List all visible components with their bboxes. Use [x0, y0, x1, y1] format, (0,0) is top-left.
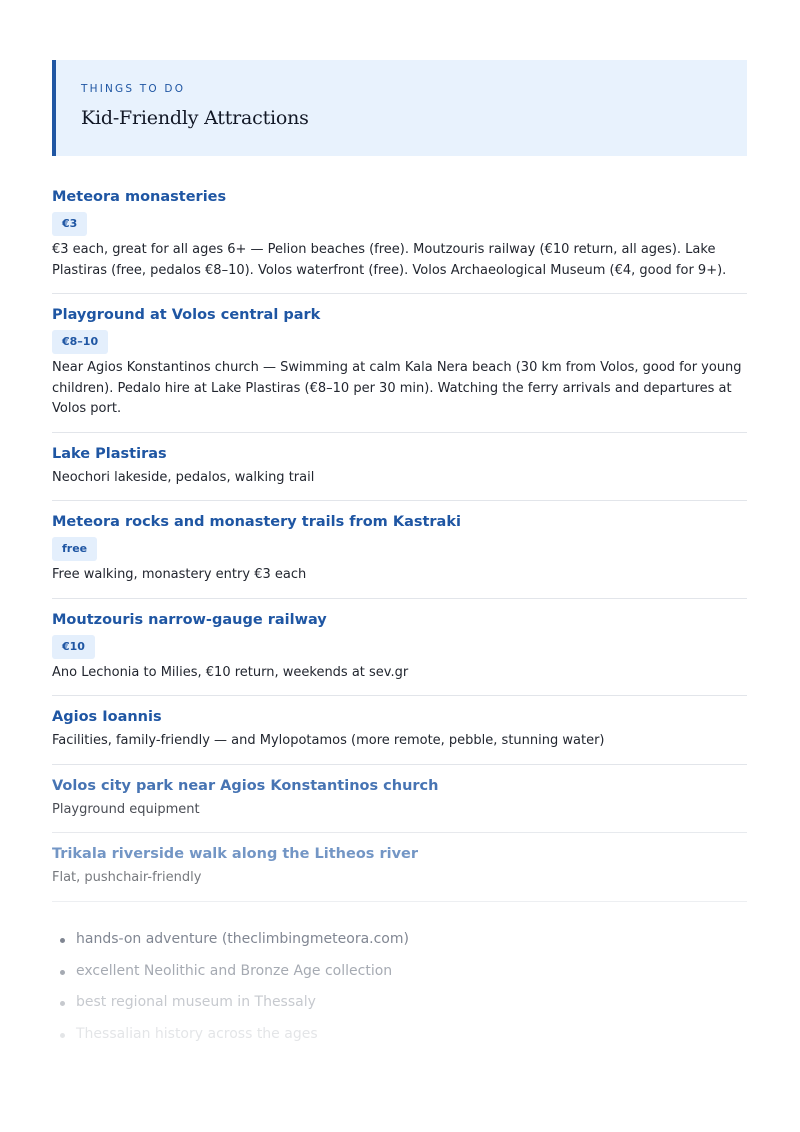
attraction-item	[52, 294, 747, 433]
bullet-list	[52, 924, 409, 1050]
section-header	[52, 60, 747, 156]
bullet-dot	[60, 970, 65, 975]
attraction-item	[52, 765, 747, 834]
attraction-title: Meteora rocks and monastery trails from Kastraki	[52, 514, 461, 530]
attractions-list	[52, 176, 747, 902]
bullet-dot	[60, 1033, 65, 1038]
bullet-item	[52, 987, 409, 1019]
attraction-item	[52, 599, 747, 697]
attraction-title: Meteora monasteries	[52, 189, 227, 205]
attraction-description: Facilities, family-friendly — and Mylopotamos (more remote, pebble, stunning water)	[52, 733, 605, 748]
attraction-title: Volos city park near Agios Konstantinos church	[52, 777, 439, 794]
attraction-description: €3 each, great for all ages 6+ — Pelion beaches (free). Moutzouris railway (€10 return, all ages). Lake Plastiras (free, pedalos €8–10). Volos waterfront (free). Volos Archaeological Museum (€4, good for 9+).	[52, 242, 727, 278]
bullet-item	[52, 924, 409, 956]
attraction-title: Agios Ioannis	[52, 709, 162, 725]
attraction-title: Playground at Volos central park	[52, 307, 321, 323]
price-badge: €3	[52, 212, 87, 236]
bullet-item	[52, 1019, 409, 1051]
bullet-dot	[60, 1001, 65, 1006]
bullet-text: best regional museum in Thessaly	[76, 994, 316, 1010]
attraction-description: Ano Lechonia to Milies, €10 return, weekends at sev.gr	[52, 664, 409, 680]
attraction-description: Playground equipment	[52, 801, 200, 817]
attraction-title: Lake Plastiras	[52, 445, 167, 462]
bullet-dot	[60, 938, 65, 943]
bullet-item	[52, 956, 409, 988]
price-badge: €10	[52, 635, 95, 659]
bullet-text: hands-on adventure (theclimbingmeteora.com)	[76, 931, 409, 947]
attraction-description: Neochori lakeside, pedalos, walking trail	[52, 469, 315, 485]
attraction-title: Trikala riverside walk along the Litheos river	[52, 846, 419, 862]
bullet-text: excellent Neolithic and Bronze Age collection	[76, 962, 393, 979]
attraction-item	[52, 176, 747, 294]
price-badge: €8–10	[52, 330, 108, 354]
section-kicker: THINGS TO DO	[81, 83, 186, 95]
bullet-text: Thessalian history across the ages	[76, 1025, 318, 1042]
attraction-item	[52, 833, 747, 902]
price-badge: free	[52, 537, 97, 561]
attraction-description: Free walking, monastery entry €3 each	[52, 567, 307, 582]
attraction-item	[52, 501, 747, 599]
attraction-description: Near Agios Konstantinos church — Swimming at calm Kala Nera beach (30 km from Volos, good for young children). Pedalo hire at Lake Plastiras (€8–10 per 30 min). Watching the ferry arrivals and departures at Volos port.	[52, 360, 742, 416]
attraction-title: Moutzouris narrow-gauge railway	[52, 611, 327, 628]
attraction-description: Flat, pushchair-friendly	[52, 870, 202, 885]
attraction-item	[52, 696, 747, 765]
section-title: Kid-Friendly Attractions	[81, 107, 309, 129]
attraction-item	[52, 433, 747, 502]
